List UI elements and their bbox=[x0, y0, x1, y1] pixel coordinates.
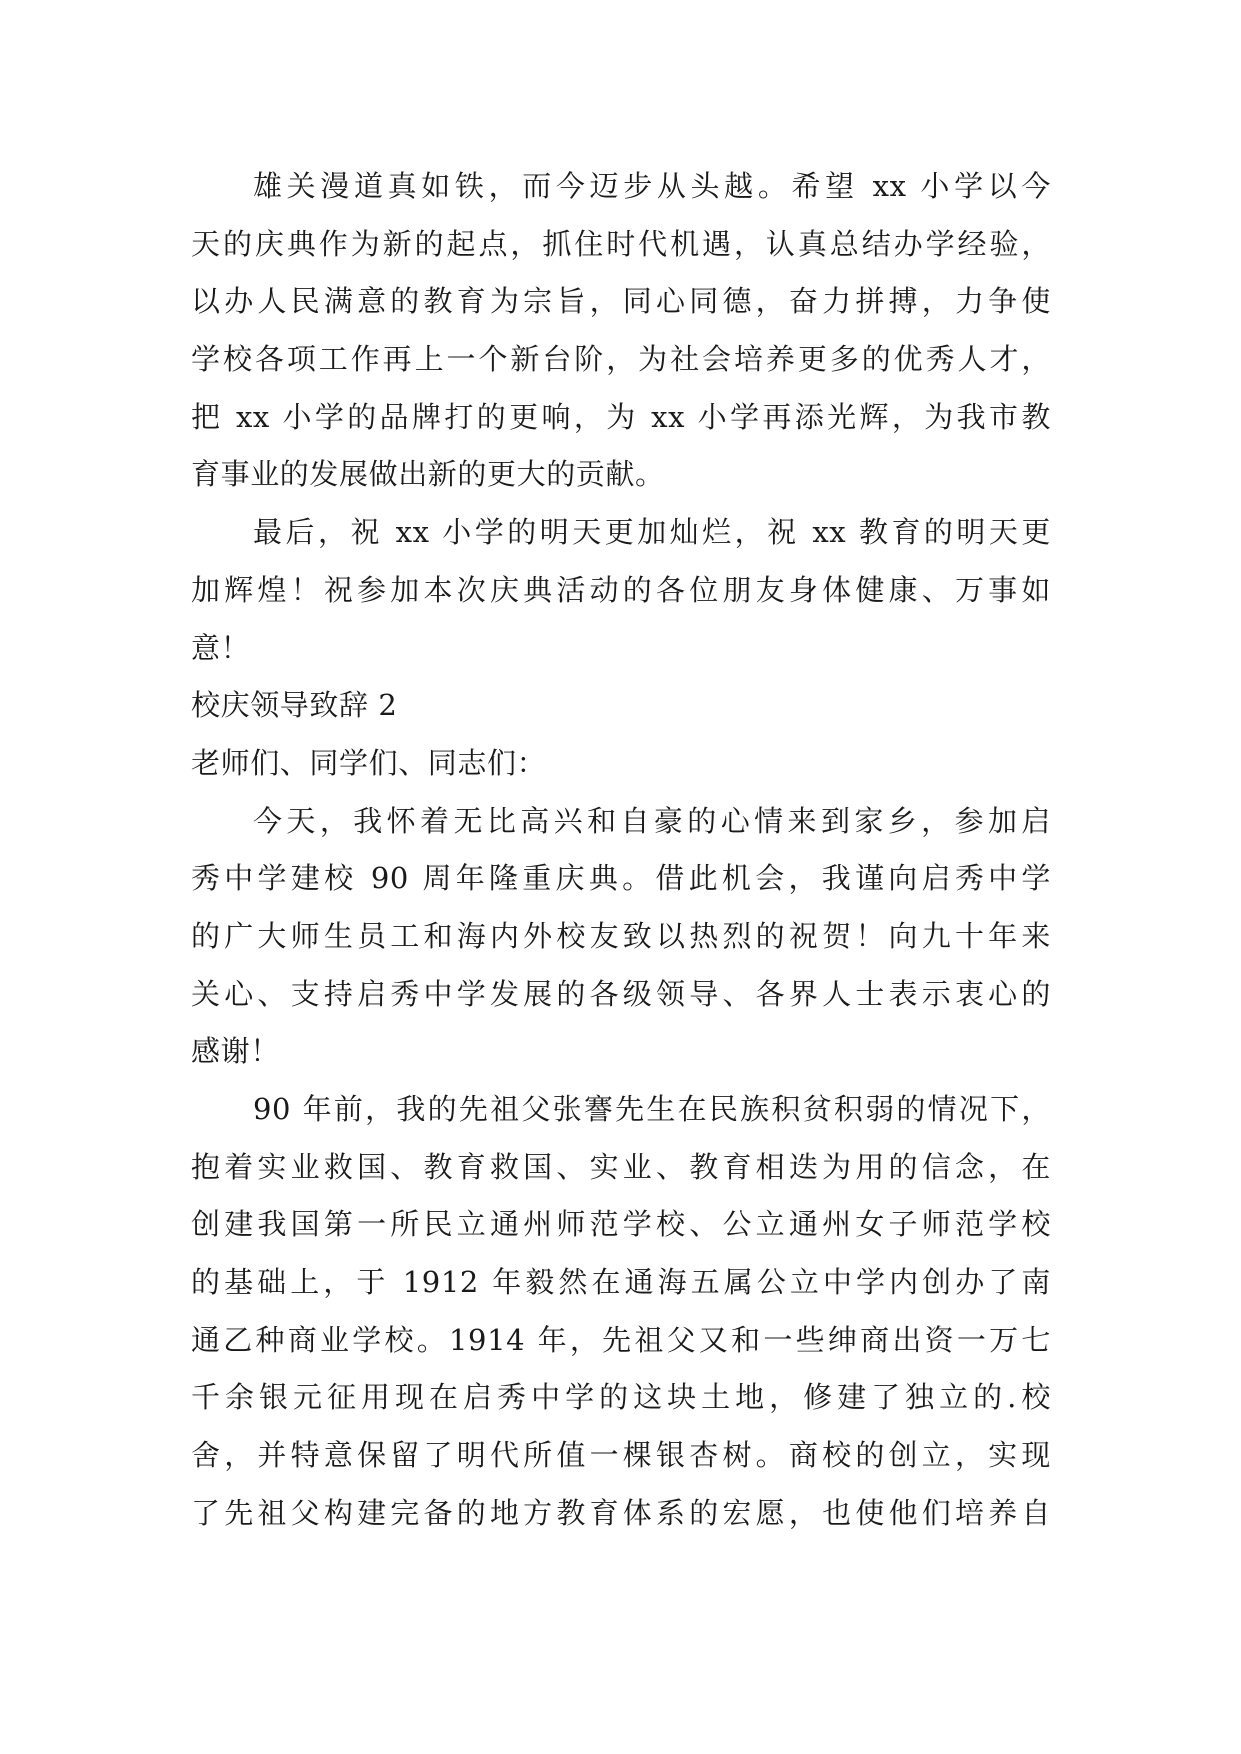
text-line: 天的庆典作为新的起点，抓住时代机遇，认真总结办学经验， bbox=[191, 226, 1051, 261]
text-line: 以办人民满意的教育为宗旨，同心同德，奋力拼搏，力争使 bbox=[191, 284, 1051, 319]
text-line: 校庆领导致辞 2 bbox=[191, 688, 398, 723]
text-line: 老师们、同学们、同志们： bbox=[191, 745, 547, 780]
text-line: 秀中学建校 90 周年隆重庆典。借此机会，我谨向启秀中学 bbox=[191, 861, 1051, 896]
text-line: 关心、支持启秀中学发展的各级领导、各界人士表示衷心的 bbox=[191, 976, 1051, 1011]
text-line: 意！ bbox=[191, 630, 251, 665]
text-line: 加辉煌！祝参加本次庆典活动的各位朋友身体健康、万事如 bbox=[191, 572, 1051, 607]
text-line: 千余银元征用现在启秀中学的这块土地，修建了独立的.校 bbox=[191, 1380, 1051, 1415]
text-line: 舍，并特意保留了明代所值一棵银杏树。商校的创立，实现 bbox=[191, 1438, 1051, 1473]
text-line: 感谢！ bbox=[191, 1034, 280, 1069]
text-line: 创建我国第一所民立通州师范学校、公立通州女子师范学校 bbox=[191, 1207, 1051, 1242]
text-line: 90 年前，我的先祖父张謇先生在民族积贫积弱的情况下， bbox=[253, 1092, 1051, 1126]
document-body bbox=[191, 158, 1051, 1543]
text-line: 的基础上，于 1912 年毅然在通海五属公立中学内创办了南 bbox=[191, 1265, 1051, 1300]
text-line: 通乙种商业学校。1914 年，先祖父又和一些绅商出资一万七 bbox=[191, 1322, 1051, 1357]
text-line: 了先祖父构建完备的地方教育体系的宏愿，也使他们培养自 bbox=[191, 1495, 1051, 1530]
text-line: 抱着实业救国、教育救国、实业、教育相迭为用的信念，在 bbox=[191, 1149, 1051, 1184]
text-line: 育事业的发展做出新的更大的贡献。 bbox=[191, 457, 665, 492]
text-line: 学校各项工作再上一个新台阶，为社会培养更多的优秀人才， bbox=[191, 342, 1051, 377]
text-line: 的广大师生员工和海内外校友致以热烈的祝贺！向九十年来 bbox=[191, 918, 1051, 953]
text-line: 今天，我怀着无比高兴和自豪的心情来到家乡，参加启 bbox=[253, 803, 1051, 838]
text-line: 把 xx 小学的品牌打的更响，为 xx 小学再添光辉，为我市教 bbox=[191, 399, 1051, 434]
text-line: 雄关漫道真如铁，而今迈步从头越。希望 xx 小学以今 bbox=[253, 169, 1051, 203]
text-line: 最后，祝 xx 小学的明天更加灿烂，祝 xx 教育的明天更 bbox=[253, 515, 1051, 550]
